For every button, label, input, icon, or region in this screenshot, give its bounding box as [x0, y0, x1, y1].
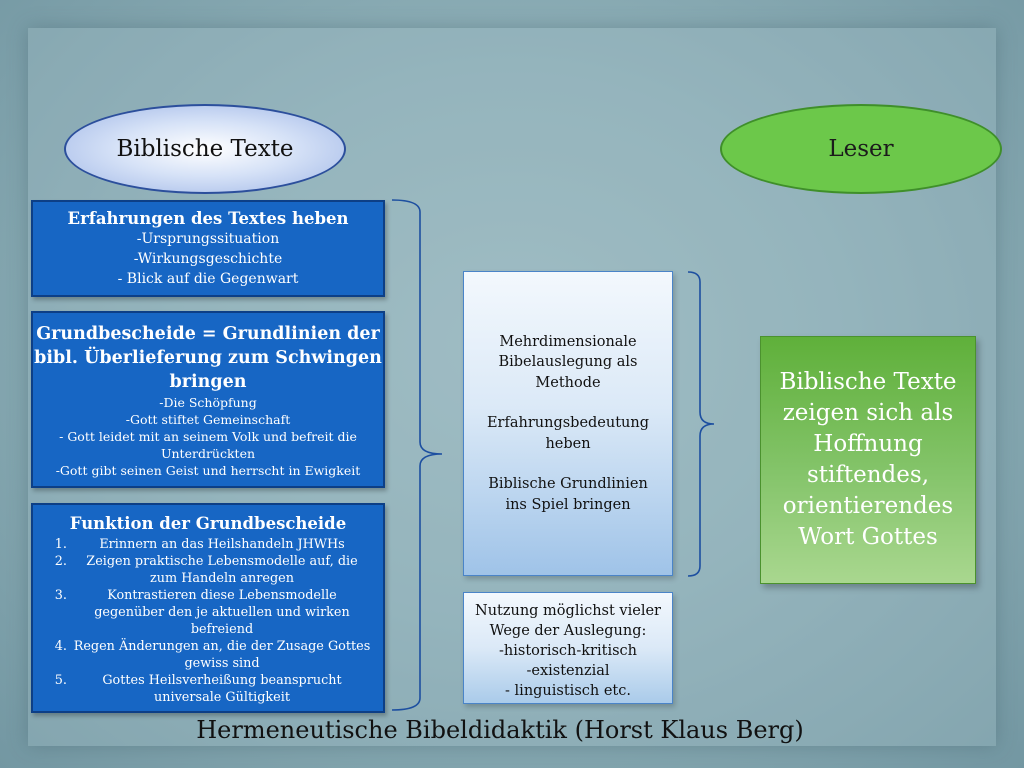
box-funktion-title: Funktion der Grundbescheide [69, 514, 347, 533]
slide-title-footer: Hermeneutische Bibeldidaktik (Horst Klaus Berg) [196, 716, 804, 744]
box-erfahrungen-line: -Ursprungssituation [136, 231, 280, 247]
middle-brace [686, 270, 726, 580]
oval-leser-label: Leser [828, 136, 894, 162]
ergebnis-line: zeigen sich als [782, 400, 954, 426]
box-grundbescheide [31, 311, 385, 488]
auslegung-line: Wege der Auslegung: [489, 623, 647, 639]
ergebnis-line: orientierendes [782, 493, 954, 519]
methode-para-3 [488, 474, 648, 515]
box-grundbescheide-line: -Gott gibt seinen Geist und herrscht in Ewigkeit [55, 463, 361, 478]
methode-para-1 [498, 332, 637, 394]
auslegung-line: -existenzial [526, 663, 610, 679]
ergebnis-line: Hoffnung [813, 431, 923, 457]
methode-box [463, 271, 673, 576]
funktion-list-item: 1. Erinnern an das Heilshandeln JHWHs [71, 536, 373, 553]
funktion-list-item: 4. Regen Änderungen an, die der Zusage Gottes gewiss sind [71, 638, 373, 672]
methode-line: Biblische Grundlinien [488, 476, 648, 493]
box-grundbescheide-line: - Gott leidet mit an seinem Volk und befreit die [59, 429, 357, 444]
methode-line: Mehrdimensionale [499, 333, 637, 350]
box-erfahrungen-title: Erfahrungen des Textes heben [67, 209, 349, 228]
box-grundbescheide-title: Grundbescheide = Grundlinien der [36, 324, 380, 344]
oval-biblische-texte [64, 104, 346, 194]
box-grundbescheide-line: Unterdrückten [160, 446, 256, 461]
auslegung-box [463, 592, 673, 704]
left-brace [390, 198, 450, 713]
box-grundbescheide-line: -Gott stiftet Gemeinschaft [125, 412, 291, 427]
oval-biblische-texte-label: Biblische Texte [116, 136, 294, 162]
ergebnis-box [760, 336, 976, 584]
box-erfahrungen-line: - Blick auf die Gegenwart [117, 271, 299, 287]
box-grundbescheide-title: bibl. Überlieferung zum Schwingen [34, 348, 382, 368]
methode-para-2 [487, 413, 649, 454]
methode-line: Methode [535, 374, 601, 391]
methode-line: ins Spiel bringen [505, 496, 631, 513]
ergebnis-line: stiftendes, [806, 462, 929, 488]
oval-leser [720, 104, 1002, 194]
ergebnis-text [779, 367, 956, 553]
auslegung-line: - linguistisch etc. [505, 683, 631, 699]
methode-line: Bibelauslegung als [498, 354, 638, 371]
ergebnis-line: Wort Gottes [798, 524, 938, 550]
box-erfahrungen-line: -Wirkungsgeschichte [133, 251, 283, 267]
auslegung-line: -historisch-kritisch [499, 643, 637, 659]
ergebnis-line: Biblische Texte [779, 369, 957, 395]
auslegung-line: Nutzung möglichst vieler [475, 603, 661, 619]
funktion-list [33, 536, 383, 706]
box-erfahrungen [31, 200, 385, 297]
box-grundbescheide-line: -Die Schöpfung [159, 395, 257, 410]
funktion-list-item: 2. Zeigen praktische Lebensmodelle auf, die zum Handeln anregen [71, 553, 373, 587]
box-grundbescheide-title: bringen [169, 372, 247, 392]
methode-line: heben [545, 435, 591, 452]
box-funktion [31, 503, 385, 713]
funktion-list-item: 3. Kontrastieren diese Lebensmodelle gegenüber den je aktuellen und wirken befreiend [71, 587, 373, 638]
funktion-list-item: 5. Gottes Heilsverheißung beansprucht universale Gültigkeit [71, 672, 373, 706]
methode-line: Erfahrungsbedeutung [486, 415, 650, 432]
